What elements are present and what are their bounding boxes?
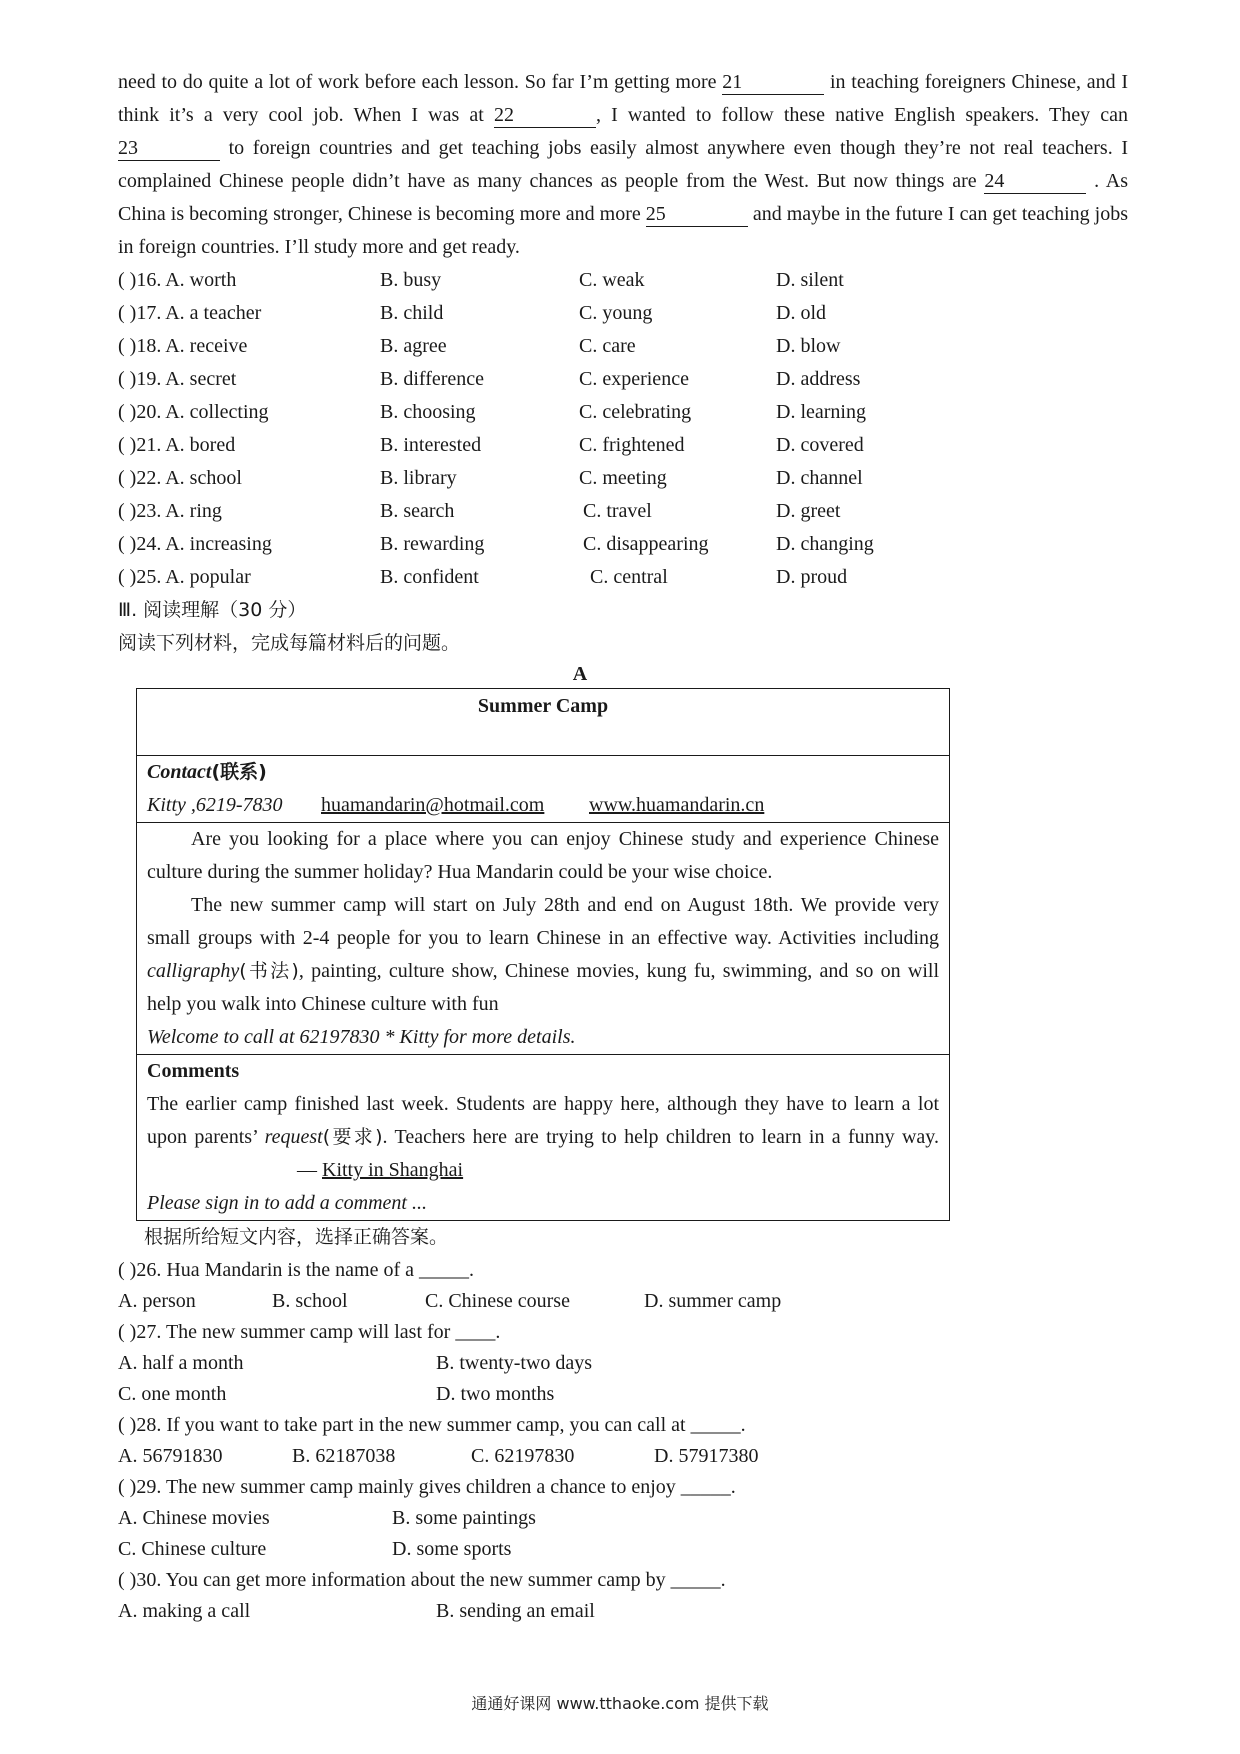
option-d: D. old bbox=[776, 302, 826, 324]
option-c: C. travel bbox=[583, 500, 652, 522]
option-d: D. address bbox=[776, 368, 861, 390]
email-link[interactable]: huamandarin@hotmail.com bbox=[321, 794, 545, 816]
option-b: B. school bbox=[272, 1290, 348, 1312]
option-c: C. frightened bbox=[579, 434, 685, 456]
option-d: D. changing bbox=[776, 533, 874, 555]
passage-text: in teaching foreigners Chinese, and I think it’s a very cool job. When I was at bbox=[118, 71, 1128, 126]
option-b: B. library bbox=[380, 467, 457, 489]
question-30 bbox=[118, 1564, 1128, 1626]
option-b: B. rewarding bbox=[380, 533, 485, 555]
option-a: A. making a call bbox=[118, 1600, 251, 1622]
option-d: D. covered bbox=[776, 434, 864, 456]
blank-23: 23 bbox=[118, 136, 220, 161]
question-stem: ( )29. The new summer camp mainly gives children a chance to enjoy _____. bbox=[118, 1476, 736, 1498]
option-b: B. agree bbox=[380, 335, 447, 357]
option-d: D. some sports bbox=[392, 1538, 512, 1560]
option-row-21 bbox=[118, 429, 1128, 462]
calligraphy-zh: (书法) bbox=[239, 960, 299, 982]
contact-section bbox=[137, 755, 949, 822]
option-d: D. blow bbox=[776, 335, 841, 357]
passage-text: . As China is becoming stronger, Chinese is becoming more and more bbox=[118, 170, 1128, 225]
questions-instruction: 根据所给短文内容，选择正确答案。 bbox=[144, 1226, 449, 1248]
option-d: D. proud bbox=[776, 566, 848, 588]
option-a: ( )24. A. increasing bbox=[118, 533, 272, 555]
option-c: C. young bbox=[579, 302, 653, 324]
option-d: D. channel bbox=[776, 467, 863, 489]
exam-page bbox=[118, 66, 1128, 1626]
section-instruction: 阅读下列材料，完成每篇材料后的问题。 bbox=[118, 632, 461, 654]
option-a: ( )25. A. popular bbox=[118, 566, 251, 588]
welcome-line: Welcome to call at 62197830 * Kitty for more details. bbox=[147, 1026, 576, 1048]
option-a: A. person bbox=[118, 1290, 196, 1312]
option-row-23 bbox=[118, 495, 1128, 528]
option-c: C. Chinese course bbox=[425, 1290, 570, 1312]
question-26 bbox=[118, 1254, 1128, 1316]
option-a: ( )20. A. collecting bbox=[118, 401, 269, 423]
option-a: ( )17. A. a teacher bbox=[118, 302, 262, 324]
option-c: C. Chinese culture bbox=[118, 1538, 267, 1560]
option-b: B. sending an email bbox=[436, 1600, 595, 1622]
summer-camp-ad bbox=[136, 688, 950, 1221]
blank-21: 21 bbox=[722, 70, 824, 95]
option-c: C. celebrating bbox=[579, 401, 692, 423]
option-a: ( )19. A. secret bbox=[118, 368, 237, 390]
option-a: A. 56791830 bbox=[118, 1445, 223, 1467]
option-c: C. central bbox=[590, 566, 668, 588]
ad-description bbox=[137, 822, 949, 1054]
passage-text: to foreign countries and get teaching jobs easily almost anywhere even though they’re not real teachers. I complained Chinese people didn’t have as many chances as people from the West. But now things are bbox=[118, 137, 1128, 192]
ad-title: Summer Camp bbox=[477, 695, 609, 717]
option-b: B. confident bbox=[380, 566, 479, 588]
option-c: C. weak bbox=[579, 269, 645, 291]
website-link[interactable]: www.huamandarin.cn bbox=[589, 794, 765, 816]
option-row-22 bbox=[118, 462, 1128, 495]
contact-name-phone: Kitty ,6219-7830 bbox=[147, 794, 283, 816]
question-stem: ( )30. You can get more information about the new summer camp by _____. bbox=[118, 1569, 726, 1591]
option-d: D. two months bbox=[436, 1383, 555, 1405]
comment-text bbox=[147, 1088, 939, 1187]
comment-part: The earlier camp finished last week. Students are happy here, although they have to learn a lot upon parents’ bbox=[147, 1093, 939, 1148]
option-row-17 bbox=[118, 297, 1128, 330]
contact-label-zh: (联系) bbox=[211, 761, 267, 783]
option-a: A. half a month bbox=[118, 1352, 244, 1374]
blank-25: 25 bbox=[646, 202, 748, 227]
option-d: D. learning bbox=[776, 401, 866, 423]
contact-label: Contact bbox=[147, 761, 212, 783]
option-a: ( )18. A. receive bbox=[118, 335, 248, 357]
option-b: B. twenty-two days bbox=[436, 1352, 593, 1374]
option-a: ( )21. A. bored bbox=[118, 434, 236, 456]
section-heading: Ⅲ. 阅读理解（30 分） bbox=[118, 599, 307, 621]
ad-paragraph-1: Are you looking for a place where you can enjoy Chinese study and experience Chinese culture during the summer holiday? Hua Mandarin could be your wise choice. bbox=[147, 828, 939, 883]
sign-in-prompt[interactable]: Please sign in to add a comment ... bbox=[147, 1192, 427, 1214]
ad-text: , painting, culture show, Chinese movies, kung fu, swimming, and so on will help you walk into Chinese culture with fun bbox=[147, 960, 939, 1015]
calligraphy-word: calligraphy bbox=[147, 960, 240, 982]
option-c: C. disappearing bbox=[583, 533, 709, 555]
passage-text: need to do quite a lot of work before each lesson. So far I’m getting more bbox=[118, 71, 723, 93]
option-c: C. one month bbox=[118, 1383, 227, 1405]
option-d: D. summer camp bbox=[644, 1290, 782, 1312]
comments-label: Comments bbox=[147, 1060, 240, 1082]
passage-text: and maybe in the future I can get teaching jobs in foreign countries. I’ll study more and get ready. bbox=[118, 203, 1128, 258]
option-d: D. greet bbox=[776, 500, 841, 522]
cloze-options bbox=[118, 264, 1128, 594]
ad-paragraph-2 bbox=[147, 889, 939, 1021]
contact-line bbox=[147, 789, 939, 822]
question-27 bbox=[118, 1316, 1128, 1409]
reading-a bbox=[136, 660, 948, 1221]
option-d: D. 57917380 bbox=[654, 1445, 759, 1467]
passage-text: , I wanted to follow these native English speakers. They can bbox=[595, 104, 1129, 126]
question-stem: ( )27. The new summer camp will last for ____. bbox=[118, 1321, 501, 1343]
option-row-20 bbox=[118, 396, 1128, 429]
option-a: ( )22. A. school bbox=[118, 467, 242, 489]
option-b: B. choosing bbox=[380, 401, 476, 423]
option-b: B. child bbox=[380, 302, 444, 324]
comment-part: . Teachers here are trying to help children to learn in a funny way. bbox=[382, 1126, 939, 1148]
option-a: ( )16. A. worth bbox=[118, 269, 237, 291]
option-a: A. Chinese movies bbox=[118, 1507, 270, 1529]
ad-text: The new summer camp will start on July 28th and end on August 18th. We provide very small groups with 2-4 people for you to learn Chinese in an effective way. Activities including bbox=[147, 894, 939, 949]
option-b: B. difference bbox=[380, 368, 485, 390]
option-row-25 bbox=[118, 561, 1128, 594]
option-row-16 bbox=[118, 264, 1128, 297]
comment-author: Kitty in Shanghai bbox=[322, 1159, 464, 1181]
question-stem: ( )28. If you want to take part in the new summer camp, you can call at _____. bbox=[118, 1414, 746, 1436]
question-stem: ( )26. Hua Mandarin is the name of a _____. bbox=[118, 1259, 475, 1281]
option-b: B. interested bbox=[380, 434, 482, 456]
option-c: C. care bbox=[579, 335, 636, 357]
option-row-24 bbox=[118, 528, 1128, 561]
option-b: B. busy bbox=[380, 269, 442, 291]
cloze-passage bbox=[118, 66, 1128, 264]
option-a: ( )23. A. ring bbox=[118, 500, 222, 522]
request-word: request bbox=[264, 1126, 323, 1148]
blank-24: 24 bbox=[984, 169, 1086, 194]
option-d: D. silent bbox=[776, 269, 844, 291]
option-row-19 bbox=[118, 363, 1128, 396]
option-b: B. 62187038 bbox=[292, 1445, 396, 1467]
option-row-18 bbox=[118, 330, 1128, 363]
question-29 bbox=[118, 1471, 1128, 1564]
option-c: C. 62197830 bbox=[471, 1445, 575, 1467]
option-b: B. some paintings bbox=[392, 1507, 536, 1529]
question-28 bbox=[118, 1409, 1128, 1471]
comment-dash: — bbox=[297, 1159, 322, 1181]
passage-label: A bbox=[572, 663, 588, 685]
option-c: C. experience bbox=[579, 368, 689, 390]
comments-section bbox=[137, 1054, 949, 1220]
option-c: C. meeting bbox=[579, 467, 667, 489]
request-zh: (要求) bbox=[322, 1126, 383, 1148]
page-footer: 通通好课网 www.tthaoke.com 提供下载 bbox=[471, 1694, 769, 1713]
blank-22: 22 bbox=[494, 103, 596, 128]
option-b: B. search bbox=[380, 500, 455, 522]
